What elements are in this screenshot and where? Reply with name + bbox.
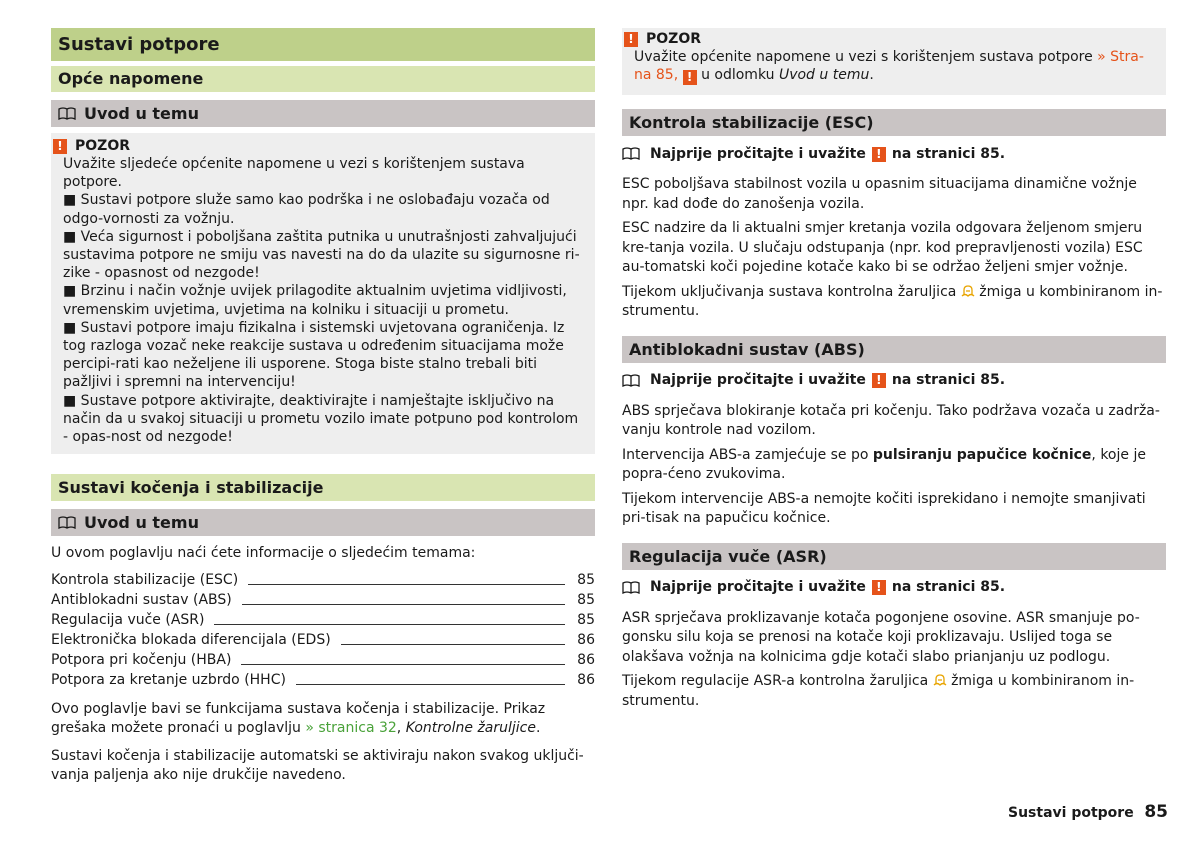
toc-item[interactable]: [51, 590, 595, 610]
toc-item-page: 86: [577, 651, 595, 668]
toc-item-page: 86: [577, 671, 595, 688]
toc-leader: [341, 644, 565, 645]
book-icon: [58, 107, 76, 121]
warning-header: [53, 137, 583, 155]
left-column: [51, 28, 595, 786]
text: Uvažite općenite napomene u vezi s korištenjem sustava potpore: [634, 49, 1098, 65]
note-page[interactable]: na stranici 85.: [891, 145, 1006, 162]
book-icon: [58, 516, 76, 530]
esc-paragraph-1: ESC poboljšava stabilnost vozila u opasnim situacijama dinamične vožnje npr. kad dođe do zanošenja vozila.: [622, 176, 1137, 212]
toc-item-label: Kontrola stabilizacije (ESC): [51, 571, 239, 588]
text: u odlomku: [696, 67, 779, 84]
note-text: Najprije pročitajte i uvažite: [650, 372, 866, 389]
book-icon: [622, 581, 640, 595]
text: Ovo poglavlje bavi se funkcijama sustava kočenja i stabilizacije. Prikaz grešaka možete pronaći u poglavlju: [51, 700, 546, 737]
toc-item-label: Potpora pri kočenju (HBA): [51, 651, 232, 668]
toc-item-page: 85: [577, 571, 595, 588]
toc-leader: [214, 624, 565, 625]
toc-leader: [296, 684, 565, 685]
toc-item-page: 85: [577, 591, 595, 608]
toc-item-label: Potpora za kretanje uzbrdo (HHC): [51, 671, 286, 688]
read-first-note: [622, 371, 1166, 391]
warning-title: POZOR: [75, 137, 130, 154]
subheading-general: Opće napomene: [51, 66, 595, 92]
text: žmiga u kombiniranom in-strumentu.: [622, 283, 1163, 320]
paragraph-chapter-info: [51, 700, 595, 739]
text: ,: [396, 720, 406, 737]
exclamation-icon: !: [872, 147, 886, 162]
page-footer: [1008, 803, 1168, 823]
abs-paragraph-1: ABS sprječava blokiranje kotača pri kočenju. Tako podržava vozača u zadrža-vanju kontrole nad vozilom.: [622, 402, 1160, 439]
warning-header: [624, 30, 1154, 48]
toc-item-label: Antiblokadni sustav (ABS): [51, 591, 232, 608]
toc-item[interactable]: [51, 630, 595, 650]
subheading-intro-1: [51, 100, 595, 127]
paragraph-activation: Sustavi kočenja i stabilizacije automatski se aktiviraju nakon svakog uključi-vanja paljenja ako nije drukčije navedeno.: [51, 747, 584, 784]
asr-paragraph-2: [622, 672, 1166, 711]
toc-leader: [241, 664, 565, 665]
warning-text: [634, 48, 1154, 85]
book-icon: [622, 147, 640, 161]
toc-intro: U ovom poglavlju naći ćete informacije o sljedećim temama:: [51, 545, 476, 562]
exclamation-icon: !: [53, 139, 67, 154]
read-first-note: [622, 578, 1166, 598]
text: .: [535, 720, 541, 737]
warning-line: ■ Veća sigurnost i poboljšana zaštita putnika u unutrašnjosti zahvaljujući sustavima potpore ne smiju vas navesti na do da ulazite su sigurnosne ri-zike - opasnost od nezgode!: [63, 228, 580, 282]
abs-paragraph-2: [622, 446, 1166, 485]
read-first-note: [622, 144, 1166, 164]
subheading-braking: Sustavi kočenja i stabilizacije: [51, 474, 595, 501]
toc-list: [51, 570, 595, 690]
esc-paragraph-3: [622, 283, 1166, 322]
toc-item-label: Elektronička blokada diferencijala (EDS): [51, 631, 331, 648]
text: Tijekom uključivanja sustava kontrolna žaruljica: [622, 283, 957, 300]
toc-leader: [248, 584, 565, 585]
subheading-intro-2: [51, 509, 595, 536]
note-text: Najprije pročitajte i uvažite: [650, 145, 866, 162]
toc-item-label: Regulacija vuče (ASR): [51, 611, 205, 628]
toc-item[interactable]: [51, 670, 595, 690]
exclamation-icon: !: [872, 373, 886, 388]
abs-paragraph-3: Tijekom intervencije ABS-a nemojte kočiti isprekidano i nemojte smanjivati pri-tisak na papučicu kočnice.: [622, 490, 1146, 527]
asr-paragraph-1: ASR sprječava proklizavanje kotača pogonjene osovine. ASR smanjuje po-gonsku silu koja se prenosi na kotače koji proklizavaju. Uslijed toga se olakšava vožnja na kolnicima gdje kotači slabo prianjanju uz podlogu.: [622, 609, 1140, 665]
page-link[interactable]: » stranica 32: [305, 720, 397, 737]
exclamation-icon: !: [872, 580, 886, 595]
footer-title: Sustavi potpore: [1008, 805, 1134, 821]
text: Tijekom regulacije ASR-a kontrolna žaruljica: [622, 673, 929, 690]
subheading-intro-1-label: Uvod u temu: [84, 104, 199, 123]
italic-ref: Kontrolne žaruljice: [405, 720, 536, 737]
esc-warning-lamp-icon: [961, 284, 975, 298]
warning-line: ■ Sustave potpore aktivirajte, deaktivirajte i namještajte isključivo na način da u svakoj situaciji u prometu vozilo imate potpuno pod kontrolom - opas-nost od nezgode!: [63, 392, 579, 446]
heading-esc: Kontrola stabilizacije (ESC): [622, 109, 1166, 136]
text: .: [869, 67, 874, 84]
toc-item-page: 86: [577, 631, 595, 648]
bold-text: pulsiranju papučice kočnice: [872, 446, 1092, 463]
exclamation-icon: !: [683, 70, 697, 85]
section-heading-main: Sustavi potpore: [51, 28, 595, 61]
warning-line: ■ Sustavi potpore služe samo kao podrška i ne oslobađaju vozača od odgo-vornosti za vožnju.: [63, 192, 550, 227]
exclamation-icon: !: [624, 32, 638, 47]
toc-item-page: 85: [577, 611, 595, 628]
warning-box-2: [622, 28, 1166, 95]
subheading-intro-2-label: Uvod u temu: [84, 513, 199, 533]
warning-line: ■ Sustavi potpore imaju fizikalna i sistemski uvjetovana ograničenja. Iz tog razloga vozač neke reakcije sustava u određenim situacijama može percipi-rati kao neželjene ili usporene. Stoga biste stalno trebali biti pažljivi i spremni na intervenciju!: [63, 319, 565, 391]
toc-item[interactable]: [51, 650, 595, 670]
esc-warning-lamp-icon: [933, 673, 947, 687]
text: žmiga u kombiniranom in-strumentu.: [622, 673, 1135, 709]
warning-line: ■ Brzinu i način vožnje uvijek prilagodite aktualnim uvjetima vidljivosti, vremenskim uvjetima, uvjetima na kolniku i situaciji u prometu.: [63, 283, 567, 318]
right-column: [622, 28, 1166, 711]
text: , koje je popra-ćeno zvukovima.: [622, 446, 1146, 483]
note-text: Najprije pročitajte i uvažite: [650, 579, 866, 596]
heading-abs: Antiblokadni sustav (ABS): [622, 336, 1166, 363]
warning-line: Uvažite sljedeće općenite napomene u vezi s korištenjem sustava potpore.: [63, 156, 525, 191]
italic-ref: Uvod u temu: [778, 67, 870, 84]
text: Intervencija ABS-a zamjećuje se po: [622, 446, 873, 463]
toc-item[interactable]: [51, 570, 595, 590]
heading-asr: Regulacija vuče (ASR): [622, 543, 1166, 570]
note-page[interactable]: na stranici 85.: [891, 579, 1006, 596]
note-page[interactable]: na stranici 85.: [891, 372, 1006, 389]
warning-title: POZOR: [646, 30, 701, 47]
book-icon: [622, 374, 640, 388]
toc-leader: [242, 604, 565, 605]
warning-box-1: [51, 133, 595, 454]
page-link[interactable]: » Stra-na 85,: [634, 49, 1144, 84]
toc-item[interactable]: [51, 610, 595, 630]
page-number: 85: [1144, 802, 1168, 822]
esc-paragraph-2: ESC nadzire da li aktualni smjer kretanja vozila odgovara željenom smjeru kre-tanja vozila. U slučaju odstupanja (npr. kod prepravljenosti vozila) ESC au-tomatski koči pojedine kotače kako bi se održao željeni smjer vožnje.: [622, 220, 1143, 276]
